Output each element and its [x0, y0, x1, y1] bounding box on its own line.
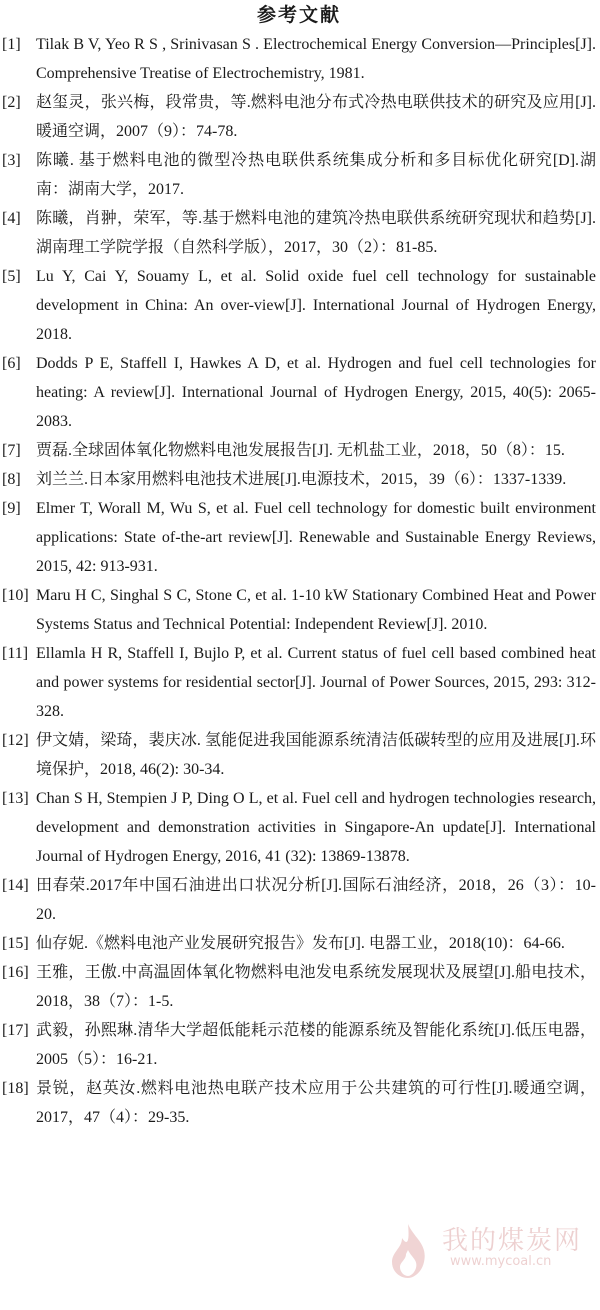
- reference-item: [2, 349, 596, 436]
- reference-text: Ellamla H R, Staffell I, Bujlo P, et al. Current status of fuel cell based combined heat and power systems for residential sector[J]. Journal of Power Sources, 2015, 293: 312-328.: [36, 645, 596, 720]
- reference-number: [6]: [2, 355, 21, 372]
- reference-item: [2, 784, 596, 871]
- reference-text: 贾磊.全球固体氧化物燃料电池发展报告[J]. 无机盐工业，2018，50（8）：15.: [36, 442, 565, 459]
- reference-text: Lu Y, Cai Y, Souamy L, et al. Solid oxide fuel cell technology for sustainable development in China: An over-view[J]. International Journal of Hydrogen Energy, 2018.: [36, 268, 596, 343]
- reference-number: [15]: [2, 935, 29, 952]
- reference-number: [12]: [2, 732, 29, 749]
- reference-text: 赵玺灵，张兴梅，段常贵，等.燃料电池分布式冷热电联供技术的研究及应用[J].暖通空调，2007（9）：74-78.: [36, 94, 596, 140]
- reference-text: Chan S H, Stempien J P, Ding O L, et al. Fuel cell and hydrogen technologies research, development and demonstration activities in Singapore-An update[J]. International Journal of Hydrogen Energy, 2016, 41 (32): 13869-13878.: [36, 790, 596, 865]
- reference-text: 伊文婧，梁琦，裴庆冰. 氢能促进我国能源系统清洁低碳转型的应用及进展[J].环境保护，2018, 46(2): 30-34.: [36, 732, 596, 778]
- reference-item: [2, 929, 596, 958]
- reference-text: Maru H C, Singhal S C, Stone C, et al. 1-10 kW Stationary Combined Heat and Power Systems Status and Technical Potential: Independent Review[J]. 2010.: [36, 587, 596, 633]
- reference-text: 陈曦，肖翀，荣军，等.基于燃料电池的建筑冷热电联供系统研究现状和趋势[J].湖南理工学院学报（自然科学版），2017，30（2）：81-85.: [36, 210, 596, 256]
- reference-item: [2, 465, 596, 494]
- reference-text: 仙存妮.《燃料电池产业发展研究报告》发布[J]. 电器工业，2018(10)：64-66.: [36, 935, 565, 952]
- reference-item: [2, 494, 596, 581]
- watermark-url: www.mycoal.cn: [450, 1254, 552, 1269]
- reference-text: 景锐，赵英汝.燃料电池热电联产技术应用于公共建筑的可行性[J].暖通空调，2017，47（4）：29-35.: [36, 1080, 596, 1126]
- reference-number: [18]: [2, 1080, 29, 1097]
- reference-text: 武毅，孙熙琳.清华大学超低能耗示范楼的能源系统及智能化系统[J].低压电器，2005（5）：16-21.: [36, 1022, 596, 1068]
- reference-item: [2, 88, 596, 146]
- reference-number: [16]: [2, 964, 29, 981]
- reference-number: [10]: [2, 587, 29, 604]
- reference-number: [9]: [2, 500, 21, 517]
- reference-item: [2, 204, 596, 262]
- reference-item: [2, 30, 596, 88]
- reference-item: [2, 581, 596, 639]
- reference-text: 陈曦. 基于燃料电池的微型冷热电联供系统集成分析和多目标优化研究[D].湖南：湖南大学，2017.: [36, 152, 596, 198]
- reference-item: [2, 639, 596, 726]
- reference-item: [2, 1074, 596, 1132]
- reference-number: [4]: [2, 210, 21, 227]
- reference-item: [2, 871, 596, 929]
- reference-text: 田春荣.2017年中国石油进出口状况分析[J].国际石油经济，2018，26（3）：10-20.: [36, 877, 596, 923]
- reference-number: [7]: [2, 442, 21, 459]
- reference-text: 王雅，王傲.中高温固体氧化物燃料电池发电系统发展现状及展望[J].船电技术，2018，38（7）：1-5.: [36, 964, 596, 1010]
- reference-number: [14]: [2, 877, 29, 894]
- watermark: [380, 1220, 590, 1280]
- reference-item: [2, 436, 596, 465]
- reference-item: [2, 262, 596, 349]
- reference-item: [2, 958, 596, 1016]
- reference-item: [2, 726, 596, 784]
- reference-text: Tilak B V, Yeo R S , Srinivasan S . Electrochemical Energy Conversion—Principles[J]. Comprehensive Treatise of Electrochemistry, 1981.: [36, 36, 596, 82]
- reference-number: [11]: [2, 645, 29, 662]
- reference-text: Elmer T, Worall M, Wu S, et al. Fuel cell technology for domestic built environment applications: State of-the-art review[J]. Renewable and Sustainable Energy Reviews, 2015, 42: 913-931.: [36, 500, 596, 575]
- reference-number: [1]: [2, 36, 21, 53]
- reference-list: [2, 30, 596, 1132]
- reference-number: [13]: [2, 790, 29, 807]
- reference-number: [8]: [2, 471, 21, 488]
- flame-logo-icon: [380, 1220, 436, 1280]
- reference-number: [3]: [2, 152, 21, 169]
- reference-number: [17]: [2, 1022, 29, 1039]
- reference-item: [2, 146, 596, 204]
- reference-text: 刘兰兰.日本家用燃料电池技术进展[J].电源技术，2015，39（6）：1337-1339.: [36, 471, 567, 488]
- page-title: 参考文献: [256, 4, 341, 26]
- reference-item: [2, 1016, 596, 1074]
- reference-number: [2]: [2, 94, 21, 111]
- reference-text: Dodds P E, Staffell I, Hawkes A D, et al. Hydrogen and fuel cell technologies for heating: A review[J]. International Journal of Hydrogen Energy, 2015, 40(5): 2065-2083.: [36, 355, 596, 430]
- watermark-text: 我的煤炭网: [442, 1226, 583, 1256]
- reference-number: [5]: [2, 268, 21, 285]
